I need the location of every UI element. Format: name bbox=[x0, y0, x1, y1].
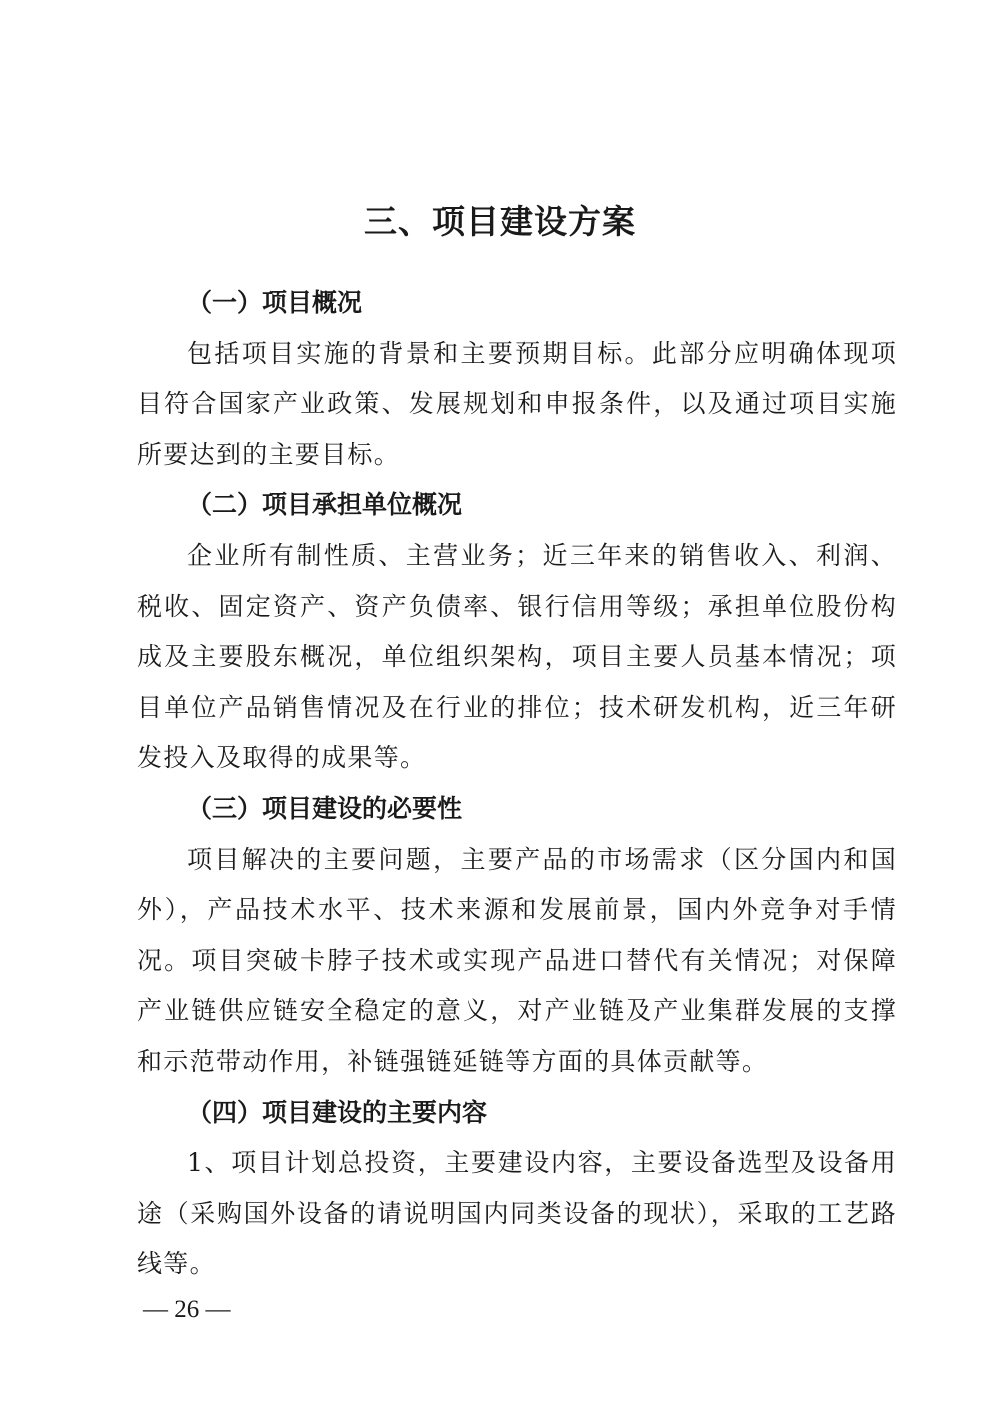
section-paragraph-3: 项目解决的主要问题，主要产品的市场需求（区分国内和国外），产品技术水平、技术来源和发展前景，国内外竞争对手情况。项目突破卡脖子技术或实现产品进口替代有关情况；对保障产业链供应链安全稳定的意义，对产业链及产业集群发展的支撑和示范带动作用，补链强链延链等方面的具体贡献等。 bbox=[137, 844, 897, 1076]
section-paragraph-4: 1、项目计划总投资，主要建设内容，主要设备选型及设备用途（采购国外设备的请说明国内同类设备的现状），采取的工艺路线等。 bbox=[137, 1148, 897, 1279]
section-paragraph-1: 包括项目实施的背景和主要预期目标。此部分应明确体现项目符合国家产业政策、发展规划和申报条件，以及通过项目实施所要达到的主要目标。 bbox=[137, 338, 897, 469]
document-body bbox=[137, 278, 897, 1290]
page-number: — 26 — bbox=[143, 1296, 231, 1323]
page-title: 三、项目建设方案 bbox=[364, 202, 636, 242]
section-heading-2: （二）项目承担单位概况 bbox=[187, 490, 463, 520]
section-heading-3: （三）项目建设的必要性 bbox=[187, 793, 463, 823]
section-heading-1: （一）项目概况 bbox=[187, 288, 363, 317]
section-heading-4: （四）项目建设的主要内容 bbox=[187, 1097, 488, 1127]
section-paragraph-2: 企业所有制性质、主营业务；近三年来的销售收入、利润、税收、固定资产、资产负债率、银行信用等级；承担单位股份构成及主要股东概况，单位组织架构，项目主要人员基本情况；项目单位产品销售情况及在行业的排位；技术研发机构，近三年研发投入及取得的成果等。 bbox=[137, 540, 897, 773]
